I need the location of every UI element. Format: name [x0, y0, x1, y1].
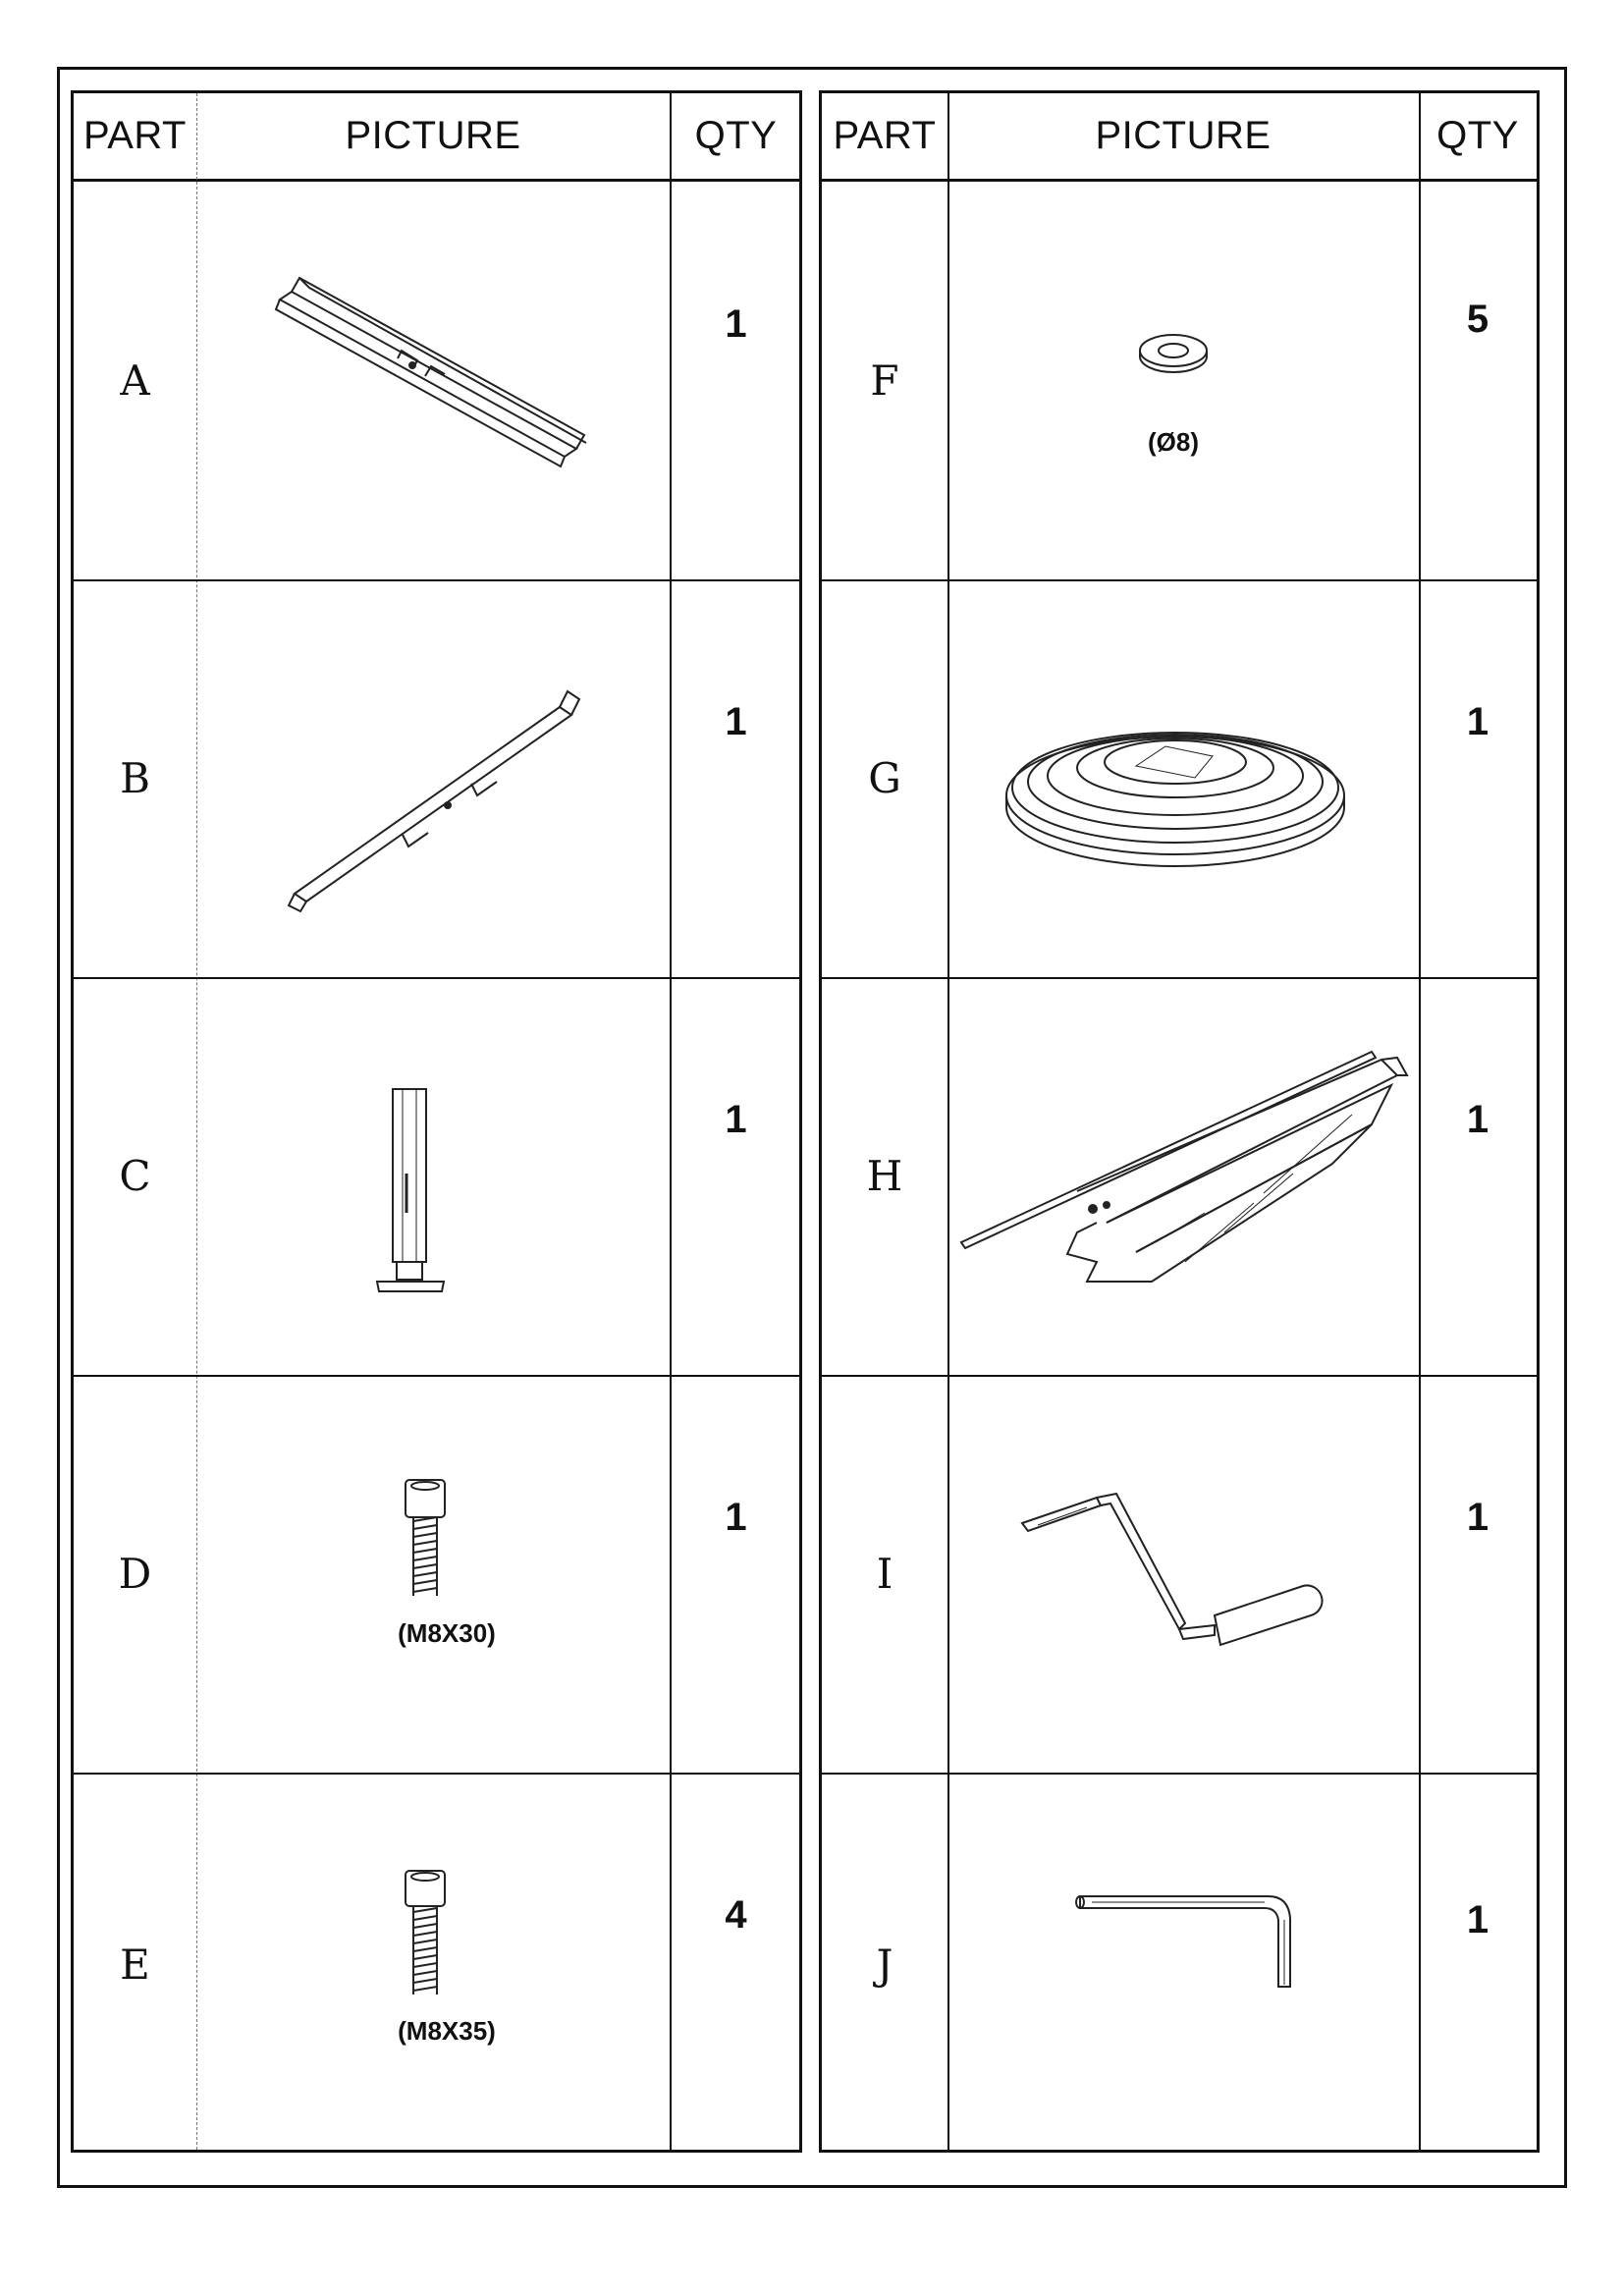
part-qty: 4 [725, 1892, 747, 1937]
part-letter: F [870, 356, 899, 405]
column-divider [196, 93, 197, 2150]
part-size-label: (M8X30) [398, 1618, 496, 1648]
bracket-b-icon [285, 687, 579, 918]
umbrella-canopy-icon [959, 1046, 1411, 1306]
part-qty: 1 [725, 1495, 747, 1539]
part-size-label: (Ø8) [1148, 427, 1199, 457]
round-base-icon [999, 717, 1352, 879]
crank-handle-icon [1018, 1478, 1332, 1679]
parts-table-left [71, 90, 802, 2153]
header-qty: QTY [694, 114, 778, 157]
part-letter: B [120, 754, 150, 802]
part-qty: 1 [1466, 1897, 1489, 1941]
part-letter: C [119, 1152, 151, 1200]
part-qty: 1 [725, 301, 747, 346]
header-qty: QTY [1436, 114, 1519, 157]
part-letter: H [866, 1152, 903, 1200]
part-qty: 1 [1466, 699, 1489, 743]
part-letter: J [876, 1940, 893, 1989]
bolt-icon [398, 1869, 457, 2021]
part-letter: I [876, 1550, 893, 1598]
part-letter: E [120, 1940, 150, 1989]
header-part: PART [833, 114, 937, 157]
part-qty: 1 [1466, 1097, 1489, 1141]
part-size-label: (M8X35) [398, 2016, 496, 2046]
allen-key-icon [1072, 1888, 1308, 2001]
part-letter: D [118, 1550, 152, 1598]
bracket-a-icon [270, 270, 584, 491]
parts-table-right [819, 90, 1540, 2153]
part-letter: G [868, 754, 901, 802]
washer-icon [1134, 329, 1213, 383]
column-divider [947, 93, 949, 2150]
part-qty: 1 [725, 699, 747, 743]
part-qty: 5 [1466, 297, 1489, 341]
header-part: PART [83, 114, 187, 157]
header-picture: PICTURE [345, 114, 521, 157]
bolt-icon [398, 1478, 457, 1620]
part-qty: 1 [725, 1097, 747, 1141]
part-letter: A [120, 356, 150, 405]
table-header [74, 93, 799, 182]
pole-tube-icon [373, 1085, 452, 1306]
header-picture: PICTURE [1095, 114, 1272, 157]
table-header [822, 93, 1537, 182]
part-qty: 1 [1466, 1495, 1489, 1539]
